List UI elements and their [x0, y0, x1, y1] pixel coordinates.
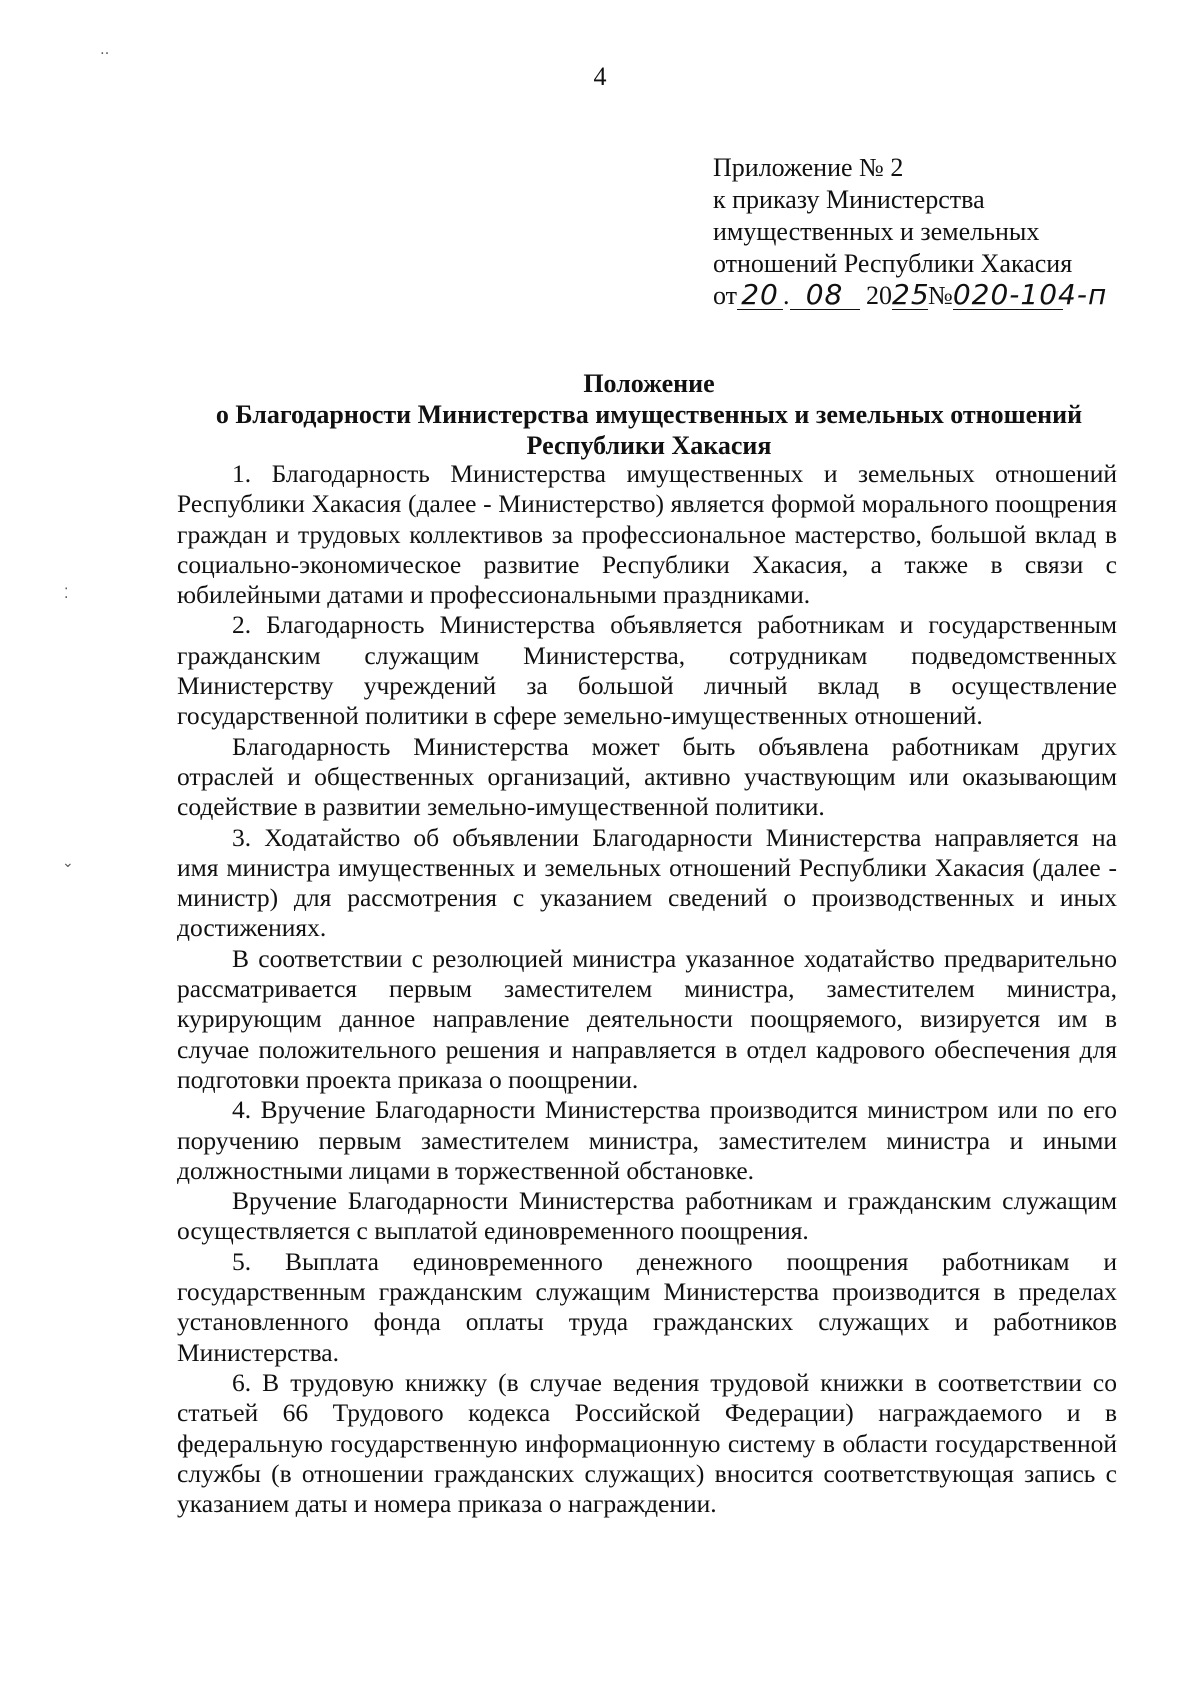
from-label: от: [713, 281, 738, 310]
year-prefix: 20: [866, 281, 893, 310]
paragraph-3: Благодарность Министерства может быть объявлена работникам других отраслей и общественных организаций, активно участвующим или оказывающим содействие в развитии земельно-имущественной политики.: [177, 731, 1117, 822]
scan-artifact-hole: ⌄: [62, 855, 74, 871]
paragraph-4: 3. Ходатайство об объявлении Благодарности Министерства направляется на имя министра имущественных и земельных отношений Республики Хакасия (далее - министр) для рассмотрения с указанием сведений о производственных и иных достижениях.: [177, 822, 1117, 943]
paragraph-9: 6. В трудовую книжку (в случае ведения трудовой книжки в соответствии со статьей 66 Трудового кодекса Российской Федерации) награждаемого и в федеральную государственную информационную систему в области государственной службы (в отношении гражданских служащих) вносится соответствующая запись с указанием даты и номера приказа о награждении.: [177, 1367, 1117, 1519]
handwritten-year: 25: [892, 278, 930, 311]
paragraph-5: В соответствии с резолюцией министра указанное ходатайство предварительно рассматривается первым заместителем министра, заместителем министра, курирующим данное направление деятельности поощряемого, визируется им в случае положительного решения и направляется в отдел кадрового обеспечения для подготовки проекта приказа о поощрении.: [177, 943, 1117, 1094]
paragraph-6: 4. Вручение Благодарности Министерства производится министром или по его поручению первым заместителем министра, заместителем министра и иными должностными лицами в торжественной обстановке.: [177, 1095, 1117, 1185]
paragraph-1: 1. Благодарность Министерства имущественных и земельных отношений Республики Хакасия (далее - Министерство) является формой морального поощрения граждан и трудовых коллективов за профессиональное мастерство, большой вклад в социально-экономическое развитие Республики Хакасия, а также в связи с юбилейными датами и профессиональными праздниками.: [177, 459, 1117, 610]
scan-artifact-hole: ⁚: [64, 586, 69, 602]
paragraph-7: Вручение Благодарности Министерства работникам и гражданским служащим осуществляется с выплатой единовременного поощрения.: [177, 1186, 1117, 1246]
page-number: 4: [593, 62, 607, 91]
appendix-line-3: имущественных и земельных: [713, 217, 1040, 246]
scan-artifact-dot: ‥: [100, 42, 110, 58]
date-dot: .: [783, 281, 790, 310]
handwritten-order-number: 020-104-п: [952, 278, 1108, 311]
document-title: [140, 368, 1158, 461]
appendix-block: [713, 152, 1133, 312]
handwritten-date-day: 20: [737, 281, 783, 310]
number-label: №: [928, 281, 953, 310]
paragraph-8: 5. Выплата единовременного денежного поощрения работникам и государственным гражданским служащим Министерства производится в пределах установленного фонда оплаты труда гражданских служащих и работников Министерства.: [177, 1246, 1117, 1367]
document-body: [177, 459, 1117, 1519]
appendix-date-line: [713, 280, 1133, 312]
appendix-line-1: Приложение № 2: [713, 153, 904, 182]
appendix-line-2: к приказу Министерства: [713, 185, 985, 214]
paragraph-2: 2. Благодарность Министерства объявляется работникам и государственным гражданским служащим Министерства, сотрудникам подведомственных Министерству учреждений за большой личный вклад в осуществление государственной политики в сфере земельно-имущественных отношений.: [177, 610, 1117, 731]
handwritten-date-month: 08: [790, 281, 860, 310]
title-line-2: о Благодарности Министерства имущественных и земельных отношений: [215, 400, 1083, 429]
title-line-1: Положение: [583, 369, 715, 398]
appendix-line-4: отношений Республики Хакасия: [713, 249, 1073, 278]
title-line-3: Республики Хакасия: [526, 431, 772, 460]
